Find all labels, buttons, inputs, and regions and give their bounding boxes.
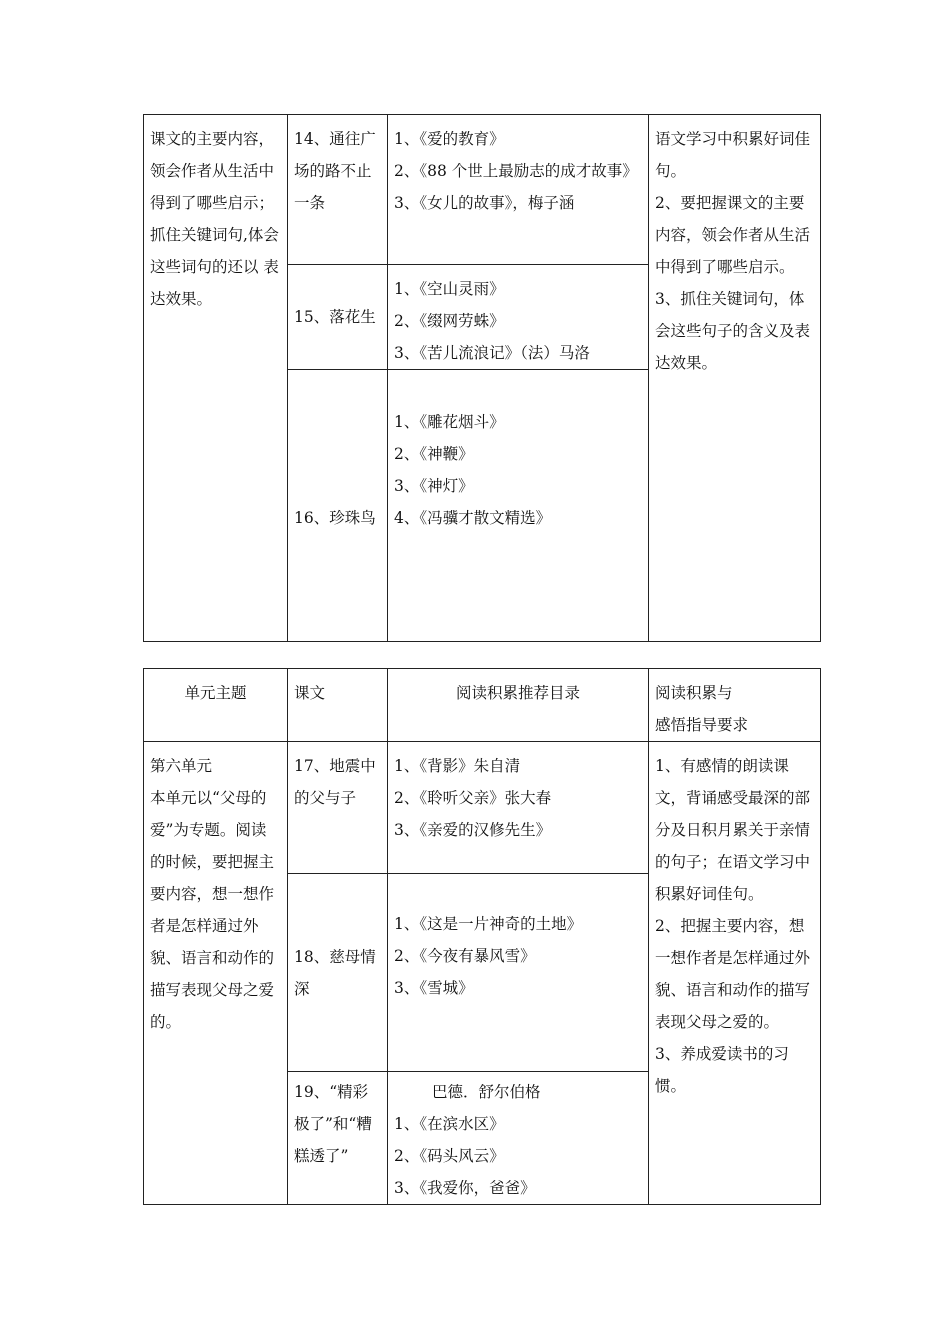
reading-item: 2、《88 个世上最励志的成才故事》: [394, 162, 638, 180]
reading-item: 2、《缀网劳蛛》: [394, 312, 505, 330]
header-guidance: [649, 669, 821, 742]
reading-list-cell: [388, 265, 649, 370]
lesson-title: 16、珍珠鸟: [294, 509, 376, 527]
header-lesson: [288, 669, 388, 742]
reading-author: 巴德．舒尔伯格: [432, 1083, 541, 1101]
reading-item: 4、《冯骥才散文精选》: [394, 509, 552, 527]
reading-list-cell: [388, 370, 649, 642]
lesson-title: 18、慈母情深: [294, 947, 376, 998]
guidance-item: 3、养成爱读书的习惯。: [655, 1045, 789, 1095]
reading-item: 3、《女儿的故事》，梅子涵: [394, 194, 575, 212]
reading-item: 3、《亲爱的汉修先生》: [394, 821, 552, 839]
reading-list-cell: [388, 874, 649, 1072]
reading-item: 1、《雕花烟斗》: [394, 413, 505, 431]
reading-item: 3、《我爱你，爸爸》: [394, 1179, 536, 1197]
lesson-cell: [288, 370, 388, 642]
header-guidance-label: 阅读积累与: [655, 684, 733, 702]
reading-item: 1、《这是一片神奇的土地》: [394, 915, 583, 933]
header-reading: [388, 669, 649, 742]
reading-table-part1: [143, 114, 821, 642]
header-guidance-label: 感悟指导要求: [655, 716, 749, 734]
reading-item: 2、《今夜有暴风雪》: [394, 947, 536, 965]
reading-list-cell: [388, 115, 649, 265]
lesson-title: 19、“精彩极了”和“糟糕透了”: [294, 1083, 372, 1165]
lesson-cell: [288, 742, 388, 874]
guidance-item: 2、要把握课文的主要内容，领会作者从生活中得到了哪些启示。: [655, 194, 811, 276]
guidance-item: 3、抓住关键词句，体会这些句子的含义及表达效果。: [655, 290, 811, 372]
reading-item: 1、《背影》朱自清: [394, 757, 521, 775]
reading-item: 1、《在滨水区》: [394, 1115, 505, 1133]
reading-list-cell: [388, 1072, 649, 1205]
unit-title: 第六单元: [150, 757, 213, 775]
reading-item: 1、《爱的教育》: [394, 130, 505, 148]
unit-description: 本单元以“父母的爱”为专题。阅读的时候，要把握主要内容，想一想作者是怎样通过外貌、语言和动作的描写表现父母之爱的。: [150, 789, 275, 1031]
header-lesson-label: 课文: [294, 684, 326, 702]
reading-item: 3、《神灯》: [394, 477, 474, 495]
theme-cell: [144, 742, 288, 1205]
reading-item: 1、《空山灵雨》: [394, 280, 505, 298]
lesson-title: 17、地震中的父与子: [294, 757, 376, 807]
reading-item: 3、《雪城》: [394, 979, 474, 997]
theme-cell: [144, 115, 288, 642]
lesson-title: 14、通往广场的路不止一条: [294, 130, 376, 212]
lesson-cell: [288, 874, 388, 1072]
lesson-cell: [288, 115, 388, 265]
guidance-item: 语文学习中积累好词佳句。: [655, 130, 811, 180]
guidance-cell: [649, 115, 821, 642]
lesson-cell: [288, 1072, 388, 1205]
lesson-cell: [288, 265, 388, 370]
guidance-item: 2、把握主要内容，想一想作者是怎样通过外貌、语言和动作的描写表现父母之爱的。: [655, 917, 811, 1031]
header-theme-label: 单元主题: [184, 684, 247, 702]
header-theme: [144, 669, 288, 742]
reading-item: 2、《聆听父亲》张大春: [394, 789, 552, 807]
reading-item: 3、《苦儿流浪记》（法）马洛: [394, 344, 590, 362]
reading-table-part2: [143, 668, 821, 1205]
guidance-cell: [649, 742, 821, 1205]
reading-item: 2、《码头风云》: [394, 1147, 505, 1165]
lesson-title: 15、落花生: [294, 308, 376, 326]
guidance-item: 1、有感情的朗读课文，背诵感受最深的部分及日积月累关于亲情的句子；在语文学习中积累好词佳句。: [655, 757, 811, 903]
reading-item: 2、《神鞭》: [394, 445, 474, 463]
header-reading-label: 阅读积累推荐目录: [455, 684, 580, 702]
reading-list-cell: [388, 742, 649, 874]
theme-text: 课文的主要内容，领会作者从生活中得到了哪些启示；抓住关键词句,体会这些词句的还以 表达效果。: [150, 130, 279, 308]
